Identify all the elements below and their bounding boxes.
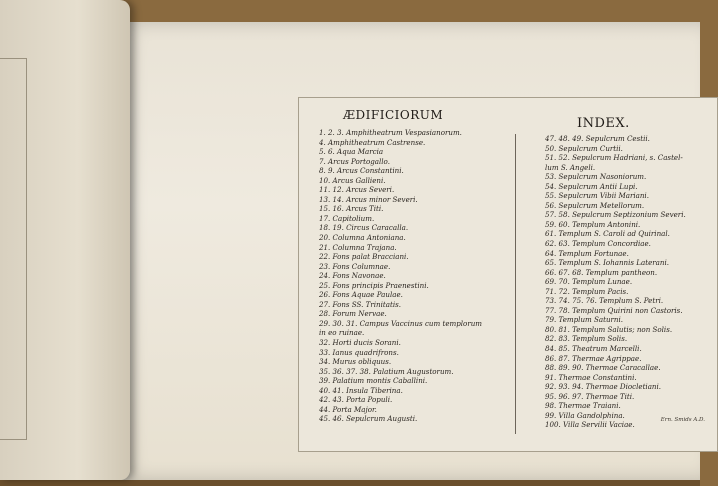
index-entry: 22. Fons palat Bracciani. bbox=[319, 252, 409, 262]
index-entry: 50. Sepulcrum Curtii. bbox=[545, 143, 623, 153]
index-entry: 35. 36. 37. 38. Palatium Augustorum. bbox=[319, 366, 454, 376]
engraver-signature: Ern. Smids A.D. bbox=[660, 417, 705, 423]
index-entry: 15. 16. Arcus Titi. bbox=[319, 204, 384, 214]
index-entry: 65. Templum S. Iohannis Laterani. bbox=[545, 258, 669, 268]
column-divider bbox=[515, 134, 516, 434]
engraved-index-plate bbox=[298, 97, 718, 452]
index-entry: 4. Amphitheatrum Castrense. bbox=[319, 137, 426, 147]
index-entry: 88. 89. 90. Thermae Caracallae. bbox=[545, 363, 661, 373]
index-entry: 57. 58. Sepulcrum Septizonium Severi. bbox=[545, 210, 686, 220]
index-column-right bbox=[545, 134, 715, 430]
index-entry: 27. Fons SS. Trinitatis. bbox=[319, 299, 401, 309]
index-entry: 33. Ianus quadrifrons. bbox=[319, 347, 399, 357]
index-entry: 39. Palatium montis Caballini. bbox=[319, 376, 428, 386]
index-entry: 20. Columna Antoniana. bbox=[319, 233, 406, 243]
index-entry: 91. Thermae Constantini. bbox=[545, 372, 637, 382]
index-entry: 29. 30. 31. Campus Vaccinus cum templorum bbox=[319, 318, 483, 328]
index-entry: 10. Arcus Gallieni. bbox=[319, 175, 386, 185]
index-entry: 24. Fons Navonae. bbox=[319, 271, 386, 281]
index-entry: 40. 41. Insula Tiberina. bbox=[319, 385, 403, 395]
index-entry: 73. 74. 75. 76. Templum S. Petri. bbox=[545, 296, 664, 306]
index-entry: 98. Thermae Traiani. bbox=[545, 401, 621, 411]
index-entry: 59. 60. Templum Antonini. bbox=[545, 219, 641, 229]
index-heading-left: ÆDIFICIORUM bbox=[343, 108, 444, 122]
index-entry: 64. Templum Fortunae. bbox=[545, 248, 629, 258]
index-entry: 42. 43. Porta Populi. bbox=[319, 395, 393, 405]
index-entry: 26. Fons Aquae Paulae. bbox=[319, 290, 403, 300]
index-entry: 86. 87. Thermae Agrippae. bbox=[545, 353, 642, 363]
index-entry: 53. Sepulcrum Nasoniorum. bbox=[545, 172, 647, 182]
index-entry: 17. Capitolium. bbox=[319, 213, 375, 223]
index-entry: in eo ruinae. bbox=[319, 328, 365, 338]
index-entry: 25. Fons principis Praenestini. bbox=[319, 280, 429, 290]
index-entry: 18. 19. Circus Caracalla. bbox=[319, 223, 409, 233]
index-entry: 56. Sepulcrum Metellorum. bbox=[545, 200, 645, 210]
index-entry: 54. Sepulcrum Antii Lupi. bbox=[545, 181, 638, 191]
index-entry: 32. Horti ducis Sorani. bbox=[319, 338, 401, 348]
index-entry: 92. 93. 94. Thermae Diocletiani. bbox=[545, 382, 662, 392]
index-entry: 45. 46. Sepulcrum Augusti. bbox=[319, 414, 418, 424]
index-entry: 100. Villa Servilii Vaciae. bbox=[545, 420, 635, 430]
index-entry: 82. 83. Templum Solis. bbox=[545, 334, 628, 344]
index-entry: 5. 6. Aqua Marcia bbox=[319, 147, 384, 157]
index-entry: 11. 12. Arcus Severi. bbox=[319, 185, 395, 195]
index-entry: 28. Forum Nervae. bbox=[319, 309, 387, 319]
index-entry: 13. 14. Arcus minor Severi. bbox=[319, 194, 418, 204]
index-entry: 69. 70. Templum Lunae. bbox=[545, 277, 633, 287]
index-heading-right: INDEX. bbox=[577, 116, 630, 131]
index-entry: 80. 81. Templum Salutis; non Solis. bbox=[545, 324, 673, 334]
index-entry: 8. 9. Arcus Constantini. bbox=[319, 166, 404, 176]
left-plate-edge bbox=[0, 58, 27, 440]
index-entry: 61. Templum S. Caroli ad Quirinal. bbox=[545, 229, 670, 239]
index-entry: 23. Fons Columnae. bbox=[319, 261, 391, 271]
index-entry: 21. Columna Trajana. bbox=[319, 242, 397, 252]
index-entry: 95. 96. 97. Thermae Titi. bbox=[545, 391, 635, 401]
index-entry: 7. Arcus Portogallo. bbox=[319, 156, 390, 166]
index-entry: 1. 2. 3. Amphitheatrum Vespasianorum. bbox=[319, 128, 462, 137]
right-page bbox=[118, 22, 705, 480]
index-column-left bbox=[319, 128, 509, 424]
index-entry: 84. 85. Theatrum Marcelli. bbox=[545, 344, 642, 354]
index-entry: 77. 78. Templum Quirini non Castoris. bbox=[545, 305, 683, 315]
index-entry: 34. Murus obliquus. bbox=[319, 357, 392, 367]
index-entry: 66. 67. 68. Templum pantheon. bbox=[545, 267, 658, 277]
index-entry: 55. Sepulcrum Vibii Mariani. bbox=[545, 191, 649, 201]
index-entry: 62. 63. Templum Concordiae. bbox=[545, 239, 651, 249]
left-page bbox=[0, 0, 130, 480]
index-entry: 51. 52. Sepulcrum Hadriani, s. Castel- bbox=[545, 153, 683, 163]
index-entry: 79. Templum Saturni. bbox=[545, 315, 623, 325]
index-entry: 44. Porta Major. bbox=[319, 404, 377, 414]
index-entry: 47. 48. 49. Sepulcrum Cestii. bbox=[545, 134, 650, 143]
index-entry: lum S. Angeli. bbox=[545, 162, 596, 172]
index-entry: 71. 72. Templum Pacis. bbox=[545, 286, 629, 296]
index-entry: 99. Villa Gandolphina. bbox=[545, 410, 625, 420]
